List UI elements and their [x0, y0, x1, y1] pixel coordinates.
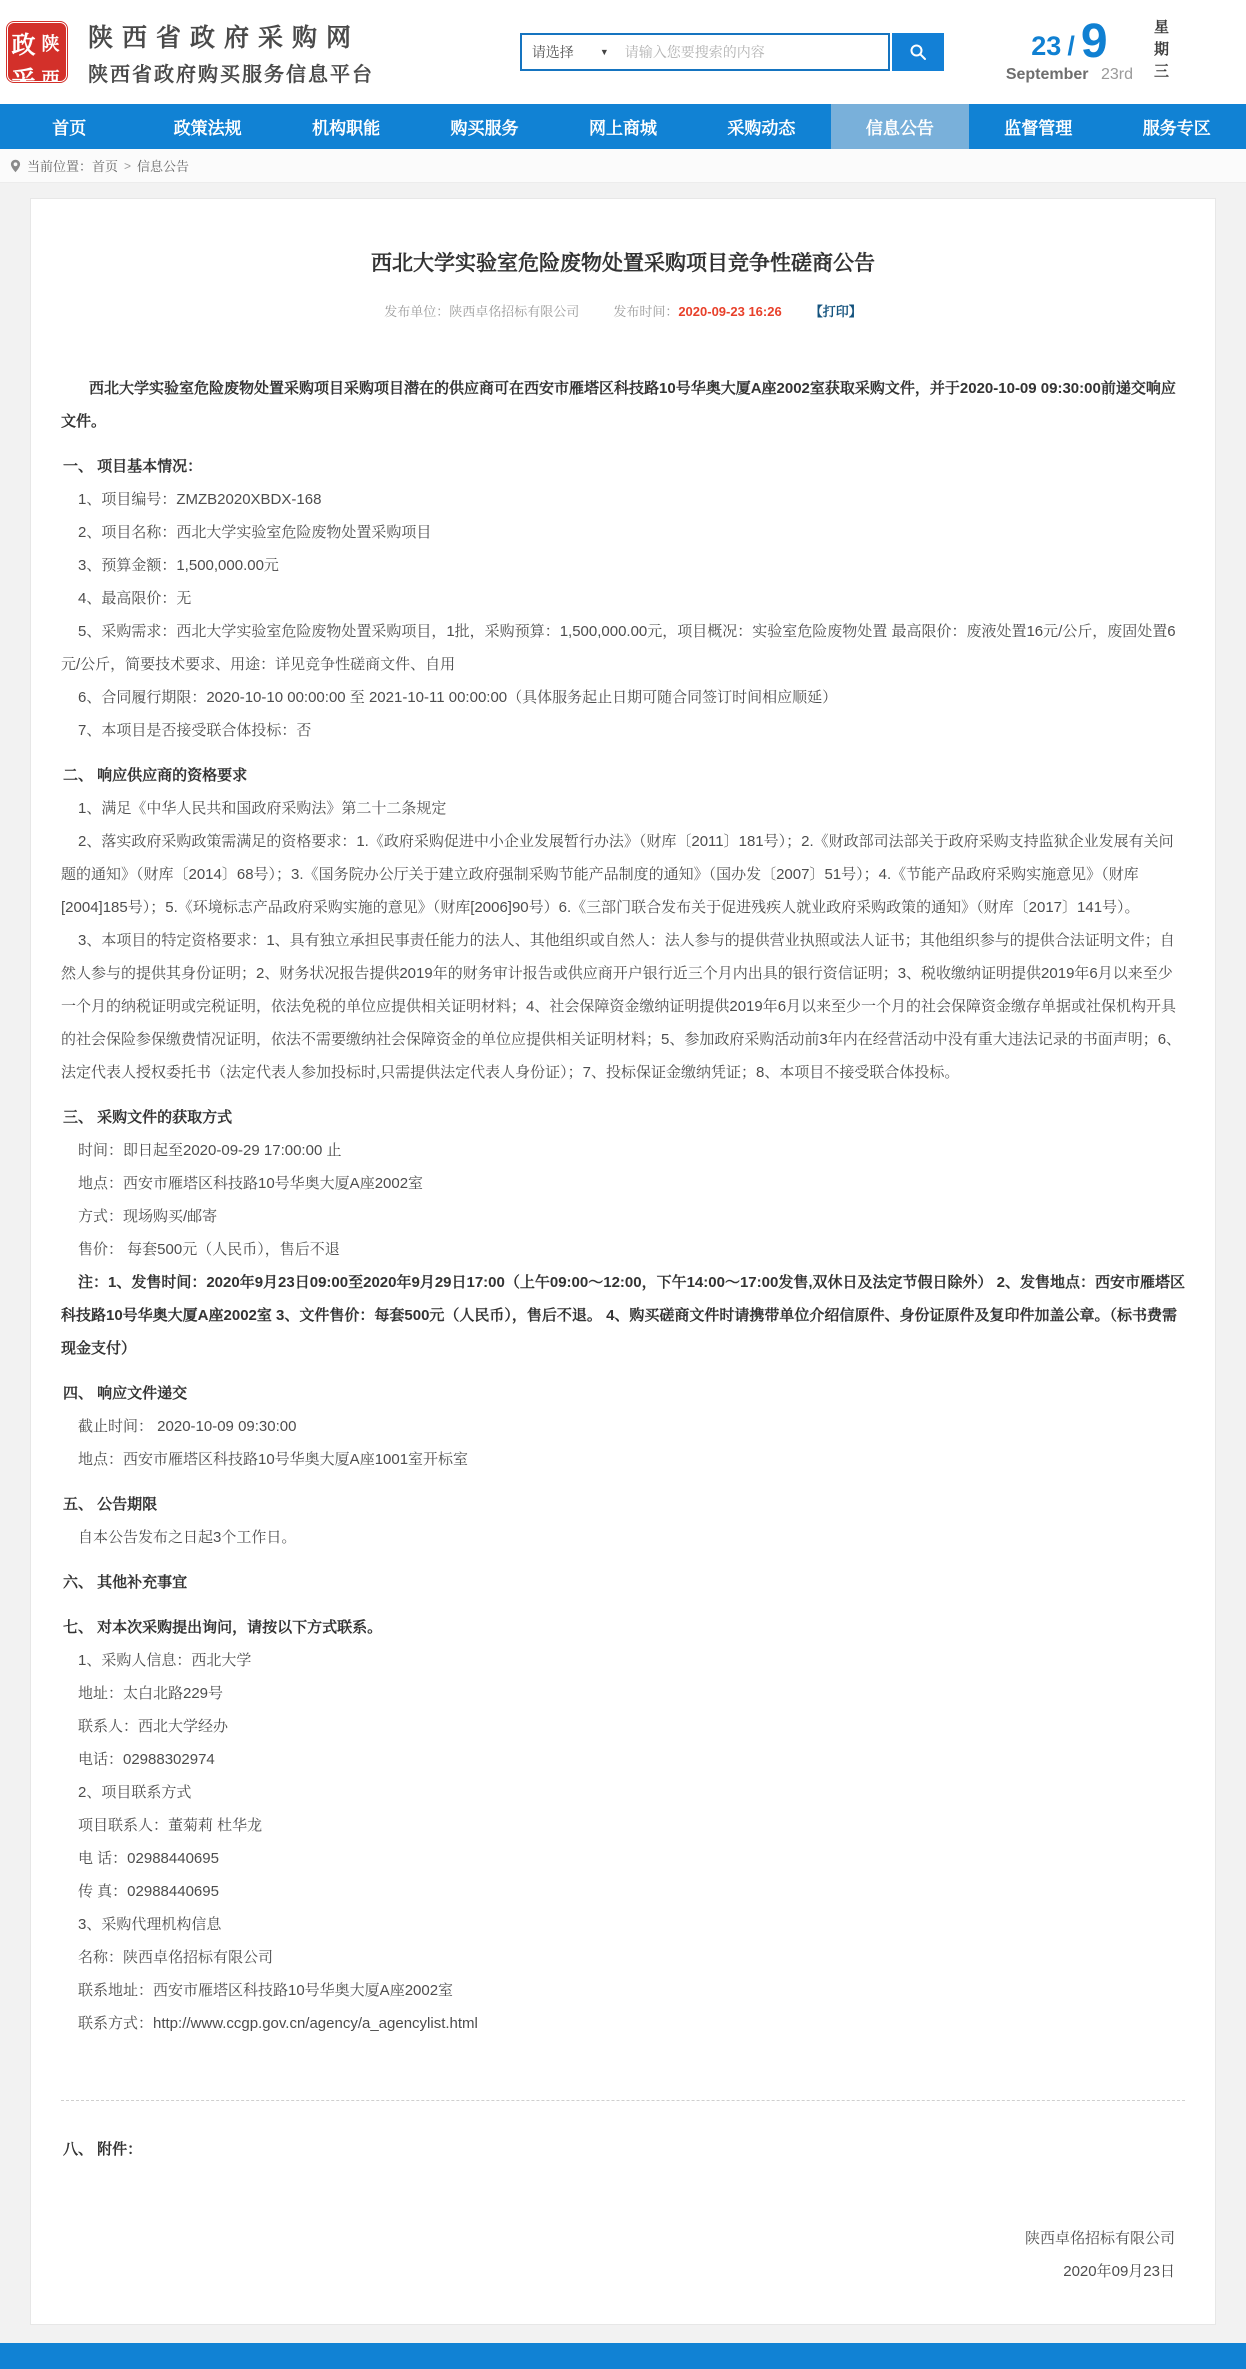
- nav-item[interactable]: 采购动态: [727, 119, 796, 138]
- date-display: [1005, 15, 1198, 85]
- article-paragraph: 2、项目联系方式: [78, 1784, 192, 1801]
- article-paragraph: 1、采购人信息：西北大学: [78, 1652, 252, 1669]
- article-paragraph: 西北大学实验室危险废物处置采购项目采购项目潜在的供应商可在西安市雁塔区科技路10号华奥大厦A座2002室获取采购文件，并于2020-10-09 09:30:00前递交响应文件。: [61, 380, 1176, 430]
- article-paragraph: 五、 公告期限: [63, 1496, 158, 1513]
- signature-company: 陕西卓佲招标有限公司: [1024, 2230, 1175, 2247]
- signature-block: [61, 2222, 1185, 2288]
- site-header: [0, 0, 1246, 104]
- article-paragraph: 电话：02988302974: [78, 1751, 215, 1768]
- article-paragraph: 联系人：西北大学经办: [78, 1718, 229, 1735]
- divider: [61, 2100, 1185, 2101]
- search-button[interactable]: [892, 33, 944, 71]
- article-paragraph: 传 真：02988440695: [78, 1883, 219, 1900]
- article-paragraph: 方式：现场购买/邮寄: [78, 1208, 218, 1225]
- date-weekday: 星期三: [1152, 19, 1169, 85]
- print-button[interactable]: 【打印】: [809, 304, 862, 319]
- date-ordinal: 23rd: [1100, 65, 1133, 83]
- article-paragraph: 2、项目名称：西北大学实验室危险废物处置采购项目: [78, 524, 432, 541]
- main-nav: [0, 104, 1246, 149]
- logo-char: 采: [11, 67, 36, 94]
- nav-item[interactable]: 首页: [52, 119, 87, 138]
- site-title: 陕西省政府采购网: [88, 23, 361, 52]
- article-paragraph: 3、采购代理机构信息: [78, 1916, 222, 1933]
- article-paragraph: 3、本项目的特定资格要求：1、具有独立承担民事责任能力的法人、其他组织或自然人：法人参与的提供营业执照或法人证书；其他组织参与的提供合法证明文件；自然人参与的提供其身份证明；2、财务状况报告提供2019年的财务审计报告或供应商开户银行近三个月内出具的银行资信证明；3、税收缴纳证明提供2019年6月以来至少一个月的纳税证明或完税证明，依法免税的单位应提供相关证明材料；4、社会保障资金缴纳证明提供2019年6月以来至少一个月的社会保障资金缴存单据或社保机构开具的社会保险参保缴费情况证明，依法不需要缴纳社会保障资金的单位应提供相关证明材料；5、参加政府采购活动前3年内在经营活动中没有重大违法记录的书面声明；6、法定代表人授权委托书（法定代表人参加投标时,只需提供法定代表人身份证）；7、投标保证金缴纳凭证；8、本项目不接受联合体投标。: [61, 932, 1182, 1081]
- article-paragraph: 地点：西安市雁塔区科技路10号华奥大厦A座2002室: [78, 1175, 424, 1192]
- article-paragraph: 4、最高限价：无: [78, 590, 192, 607]
- breadcrumb-home-link[interactable]: 首页: [92, 159, 119, 174]
- article-meta: [31, 301, 1215, 320]
- article-paragraph: 售价： 每套500元（人民币），售后不退: [78, 1241, 340, 1258]
- footer-bar: [0, 2343, 1246, 2369]
- search-icon: [909, 43, 927, 61]
- article-paragraph: 二、 响应供应商的资格要求: [63, 767, 248, 784]
- publish-time-label: 发布时间：: [613, 304, 679, 319]
- breadcrumb-separator: >: [124, 158, 132, 173]
- date-day: 23: [1031, 30, 1062, 61]
- date-separator: /: [1067, 30, 1075, 61]
- nav-item[interactable]: 机构职能: [312, 119, 381, 138]
- breadcrumb-prefix: 当前位置：: [27, 159, 93, 174]
- article-paragraph: 注：1、发售时间：2020年9月23日09:00至2020年9月29日17:00（上午09:00～12:00，下午14:00～17:00发售,双休日及法定节假日除外） 2、发售地点：西安市雁塔区科技路10号华奥大厦A座2002室 3、文件售价：每套500元（人民币），售后不退。 4、购买磋商文件时请携带单位介绍信原件、身份证原件及复印件加盖公章。（标书费需现金支付）: [61, 1274, 1186, 1357]
- article-paragraph: 联系地址：西安市雁塔区科技路10号华奥大厦A座2002室: [78, 1982, 454, 1999]
- article-paragraph: 七、 对本次采购提出询问，请按以下方式联系。: [63, 1619, 383, 1636]
- breadcrumb-current: 信息公告: [137, 159, 190, 174]
- article-paragraph: 1、项目编号：ZMZB2020XBDX-168: [78, 491, 322, 508]
- search-bar: [520, 33, 944, 71]
- article-paragraph: 3、预算金额：1,500,000.00元: [78, 557, 279, 574]
- site-logo[interactable]: [8, 23, 66, 94]
- nav-item[interactable]: 网上商城: [588, 119, 657, 138]
- nav-item[interactable]: 购买服务: [450, 119, 519, 138]
- chevron-down-icon: ▼: [599, 47, 609, 57]
- article-paragraph: 六、 其他补充事宜: [63, 1574, 188, 1591]
- article-paragraph: 1、满足《中华人民共和国政府采购法》第二十二条规定: [78, 800, 447, 817]
- article-paragraph: 6、合同履行期限：2020-10-10 00:00:00 至 2021-10-11 00:00:00（具体服务起止日期可随合同签订时间相应顺延）: [78, 689, 838, 706]
- location-pin-icon: [10, 159, 21, 173]
- article-paragraph: 项目联系人：董菊莉 杜华龙: [78, 1817, 263, 1834]
- nav-item[interactable]: 政策法规: [173, 119, 242, 138]
- search-box: [520, 33, 890, 71]
- article-body: [31, 372, 1215, 2040]
- logo-char: 西: [41, 68, 60, 89]
- article-paragraph: 2、落实政府采购政策需满足的资格要求：1.《政府采购促进中小企业发展暂行办法》（财库〔2011〕181号）；2.《财政部司法部关于政府采购支持监狱企业发展有关问题的通知》（财库〔2014〕68号）；3.《国务院办公厅关于建立政府强制采购节能产品制度的通知》（国办发〔2007〕51号）；4.《节能产品政府采购实施意见》（财库[2004]185号）；5.《环境标志产品政府采购实施的意见》（财库[2006]90号）6.《三部门联合发布关于促进残疾人就业政府采购政策的通知》（财库〔2017〕141号）。: [61, 833, 1174, 916]
- article-paragraph: 5、采购需求：西北大学实验室危险废物处置采购项目，1批，采购预算：1,500,000.00元，项目概况：实验室危险废物处置 最高限价：废液处置16元/公斤，废固处置6元/公斤，简要技术要求、用途：详见竞争性磋商文件、自用: [61, 623, 1176, 673]
- date-month-en: September: [1005, 65, 1089, 83]
- article-paragraph: 一、 项目基本情况：: [63, 458, 203, 475]
- logo-char: 政: [11, 32, 36, 59]
- article-paragraph: 四、 响应文件递交: [63, 1385, 188, 1402]
- announcement-card: [30, 198, 1216, 2325]
- search-select-label: 请选择: [531, 44, 574, 60]
- publisher-value: 陕西卓佲招标有限公司: [449, 304, 580, 319]
- article-paragraph: 自本公告发布之日起3个工作日。: [78, 1529, 297, 1546]
- article-paragraph: 时间：即日起至2020-09-29 17:00:00 止: [78, 1142, 342, 1159]
- publish-time-value: 2020-09-23 16:26: [678, 304, 782, 319]
- nav-item[interactable]: 信息公告: [831, 104, 969, 149]
- article-paragraph: 地址：太白北路229号: [78, 1685, 224, 1702]
- nav-item[interactable]: 服务专区: [1142, 119, 1211, 138]
- site-titles: [88, 18, 374, 87]
- article-paragraph: 联系方式：http://www.ccgp.gov.cn/agency/a_agencylist.html: [78, 2015, 478, 2032]
- nav-item[interactable]: 监督管理: [1004, 119, 1073, 138]
- article-paragraph: 地点：西安市雁塔区科技路10号华奥大厦A座1001室开标室: [78, 1451, 469, 1468]
- search-category-select[interactable]: [532, 42, 625, 62]
- article-paragraph: 截止时间： 2020-10-09 09:30:00: [78, 1418, 297, 1435]
- attachment-heading: 八、 附件：: [63, 2141, 143, 2158]
- date-month: 9: [1080, 15, 1108, 69]
- page-title: 西北大学实验室危险废物处置采购项目竞争性磋商公告: [371, 252, 875, 275]
- logo-char: 陕: [41, 33, 60, 54]
- signature-date: 2020年09月23日: [1063, 2263, 1175, 2280]
- article-paragraph: 7、本项目是否接受联合体投标：否: [78, 722, 312, 739]
- article-paragraph: 三、 采购文件的获取方式: [63, 1109, 233, 1126]
- publisher-label: 发布单位：: [384, 304, 450, 319]
- article-paragraph: 电 话：02988440695: [78, 1850, 219, 1867]
- breadcrumb: [0, 149, 1246, 183]
- site-subtitle: 陕西省政府购买服务信息平台: [88, 63, 374, 86]
- article-paragraph: 名称：陕西卓佲招标有限公司: [78, 1949, 274, 1966]
- search-input[interactable]: [625, 44, 878, 60]
